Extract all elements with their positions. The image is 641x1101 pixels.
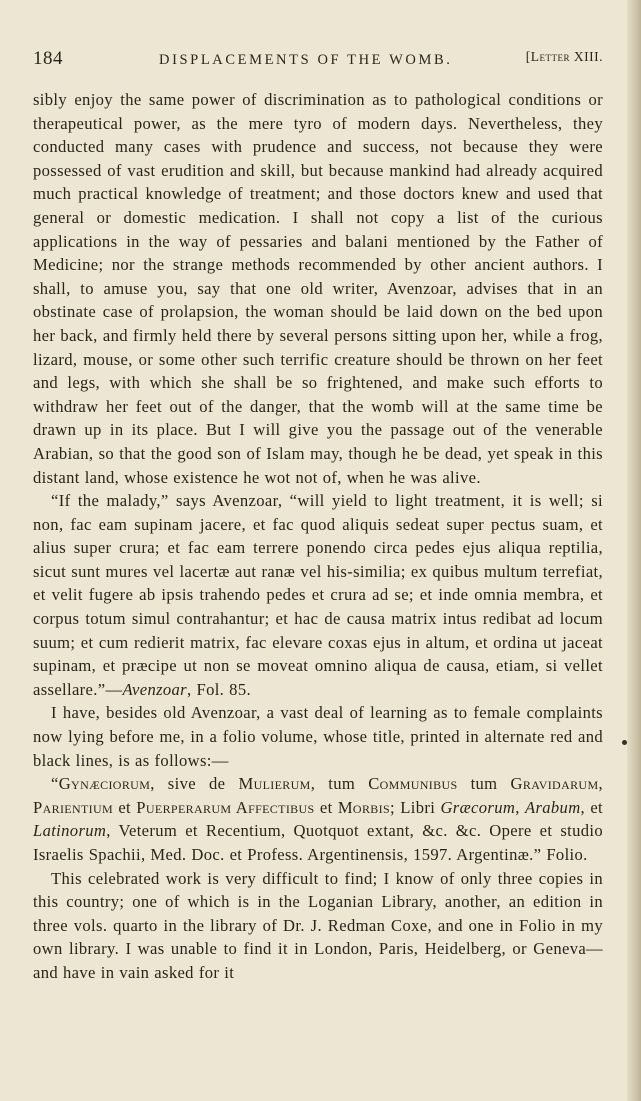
quote-text: “If the malady,” says Avenzoar, “will yield to light treatment, it is well; si non, fac eam supinam jacere, et fac quod aliquis sedeat super pectus suam, et alius super crura; et fac eam terrere ponendo circa pedes ejus aliqua reptilia, sicut sunt mures vel lacertæ aut ranæ vel his-similia; ex quibus multum terrefiat, et velit fugere ab ipsis trahendo pedes et crura ad se; et inde omnia membra, et corpus totum simul contrahantur; et hac de causa matrix intus redibat ad locum suum; et cum redierit matrix, fac elevare coxas ejus in altum, et ordina ut jaceat supinam, et præcipe ut non se moveat omnino aliqua de causa, etiam, si vellet assellare.”—	[33, 491, 603, 699]
title-text: ; Libri	[390, 797, 441, 817]
title-word: Gravidarum	[510, 774, 599, 794]
paragraph-5: This celebrated work is very difficult to find; I know of only three copies in this country; one of which is in the Loganian Library, another, an edition in three vols. quarto in the library of Dr. J. Redman Coxe, and one in Folio in my own library. I was unable to find it in London, Paris, Heidelberg, or Geneva—and have in vain asked for it	[33, 868, 603, 982]
title-italic: Arabum	[524, 797, 581, 817]
ink-speck	[622, 740, 627, 745]
title-word: Parientium	[33, 797, 114, 817]
title-word: Puerperarum Affectibus	[136, 797, 315, 817]
paragraph-2-avenzoar-quote	[33, 489, 603, 701]
title-text: tum	[457, 774, 511, 794]
title-text: , tum	[310, 774, 369, 794]
letter-reference: [Letter XIII.	[525, 49, 603, 64]
page-number: 184	[33, 48, 63, 69]
title-text: , et	[580, 797, 603, 817]
body-text	[33, 88, 603, 985]
paragraph-1: sibly enjoy the same power of discrimination as to pathological conditions or therapeutical power, as the mere tyro of modern days. Nevertheless, they conducted many cases with prudence and success, not because they were possessed of vast erudition and skill, but because mankind had already acquired much practical knowledge of treatment; and those doctors knew and used that general or domestic medication. I shall not copy a list of the curious applications in the way of pessaries and balani mentioned by the Father of Medicine; nor the strange methods recommended by other ancient authors. I shall, to amuse you, say that one old writer, Avenzoar, advises that in an obstinate case of prolapsion, the woman should be laid down on the bed upon her back, and firmly held there by several persons sitting upon her, while a frog, lizard, mouse, or some other such terrific creature should be thrown on her feet and legs, with which she shall be so frightened, and make such efforts to withdraw her feet out of the danger, that the womb will at the same time be drawn up in its place. But I will give you the passage out of the venerable Arabian, so that the good son of Islam may, though he be dead, yet speak in this distant land, whose existence he wot not of, when he was alive.	[33, 90, 603, 487]
title-text: ,	[515, 797, 525, 817]
title-text: , sive de	[150, 774, 239, 794]
title-text: et	[113, 797, 137, 817]
running-title: DISPLACEMENTS OF THE WOMB.	[159, 52, 453, 68]
page-header	[33, 48, 603, 74]
title-text: , Veterum et Recentium, Quotquot extant, &c. &c. Opere et studio Israelis Spachii, Med. Doc. et Profess. Argentinensis, 1597. Argentinæ.” Folio.	[33, 821, 603, 864]
paragraph-4-book-title	[33, 772, 603, 866]
title-word: Gynæciorum	[58, 774, 151, 794]
title-italic: Latinorum	[33, 821, 107, 841]
open-quote: “	[51, 774, 59, 794]
title-word: Morbis	[337, 797, 391, 817]
title-text: et	[314, 797, 338, 817]
title-word: Communibus	[368, 774, 458, 794]
quote-source: Avenzoar	[122, 679, 187, 699]
title-italic: Græcorum	[440, 797, 516, 817]
quote-folio: , Fol. 85.	[187, 679, 251, 699]
page-edge-shadow	[627, 0, 641, 1101]
title-word: Mulierum	[238, 774, 311, 794]
paragraph-3: I have, besides old Avenzoar, a vast deal of learning as to female complaints now lying before me, in a folio volume, whose title, printed in alternate red and black lines, is as follows:—	[33, 703, 603, 770]
title-text: ,	[598, 774, 603, 794]
